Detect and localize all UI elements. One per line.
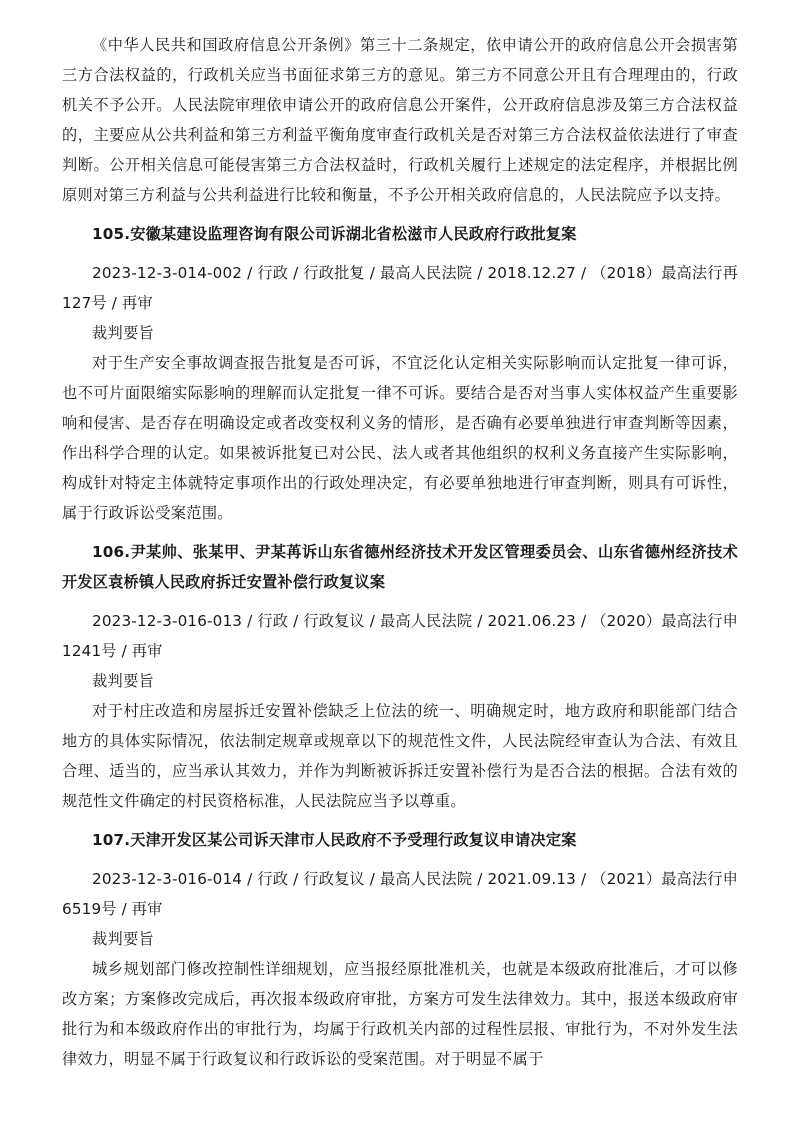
- case-105: [62, 219, 738, 528]
- document-page: [62, 30, 738, 1074]
- case-title: 105.安徽某建设监理咨询有限公司诉湖北省松滋市人民政府行政批复案: [92, 225, 577, 243]
- gist-label: 裁判要旨: [92, 324, 155, 342]
- case-meta: 2023-12-3-016-013 / 行政 / 行政复议 / 最高人民法院 / 2021.06.23 / （2020）最高法行申1241号 / 再审: [62, 612, 738, 660]
- case-106: [62, 537, 738, 816]
- case-107: [62, 825, 738, 1074]
- gist-paragraph: 城乡规划部门修改控制性详细规划，应当报经原批准机关，也就是本级政府批准后，才可以修改方案；方案修改完成后，再次报本级政府审批，方案方可发生法律效力。其中，报送本级政府审批行为和本级政府作出的审批行为，均属于行政机关内部的过程性层报、审批行为，不对外发生法律效力，明显不属于行政复议和行政诉讼的受案范围。对于明显不属于: [62, 960, 738, 1068]
- gist-label: 裁判要旨: [92, 672, 155, 690]
- case-meta: 2023-12-3-014-002 / 行政 / 行政批复 / 最高人民法院 / 2018.12.27 / （2018）最高法行再127号 / 再审: [62, 264, 738, 312]
- gist-paragraph: 对于村庄改造和房屋拆迁安置补偿缺乏上位法的统一、明确规定时，地方政府和职能部门结合地方的具体实际情况，依法制定规章或规章以下的规范性文件，人民法院经审查认为合法、有效且合理、适当的，应当承认其效力，并作为判断被诉拆迁安置补偿行为是否合法的根据。合法有效的规范性文件确定的村民资格标准，人民法院应当予以尊重。: [62, 702, 738, 810]
- case-title: 106.尹某帅、张某甲、尹某苒诉山东省德州经济技术开发区管理委员会、山东省德州经济技术开发区袁桥镇人民政府拆迁安置补偿行政复议案: [62, 543, 738, 591]
- intro-paragraph: 《中华人民共和国政府信息公开条例》第三十二条规定，依申请公开的政府信息公开会损害第三方合法权益的，行政机关应当书面征求第三方的意见。第三方不同意公开且有合理理由的，行政机关不予公开。人民法院审理依申请公开的政府信息公开案件，公开政府信息涉及第三方合法权益的，主要应从公共利益和第三方利益平衡角度审查行政机关是否对第三方合法权益依法进行了审查判断。公开相关信息可能侵害第三方合法权益时，行政机关履行上述规定的法定程序，并根据比例原则对第三方利益与公共利益进行比较和衡量，不予公开相关政府信息的，人民法院应予以支持。: [62, 36, 738, 204]
- case-meta: 2023-12-3-016-014 / 行政 / 行政复议 / 最高人民法院 / 2021.09.13 / （2021）最高法行申6519号 / 再审: [62, 870, 738, 918]
- case-title: 107.天津开发区某公司诉天津市人民政府不予受理行政复议申请决定案: [92, 831, 577, 849]
- gist-label: 裁判要旨: [92, 930, 155, 948]
- gist-paragraph: 对于生产安全事故调查报告批复是否可诉，不宜泛化认定相关实际影响而认定批复一律可诉，也不可片面限缩实际影响的理解而认定批复一律不可诉。要结合是否对当事人实体权益产生重要影响和侵害、是否存在明确设定或者改变权利义务的情形，是否确有必要单独进行审查判断等因素，作出科学合理的认定。如果被诉批复已对公民、法人或者其他组织的权利义务直接产生实际影响，构成针对特定主体就特定事项作出的行政处理决定，有必要单独地进行审查判断，则具有可诉性，属于行政诉讼受案范围。: [62, 354, 738, 522]
